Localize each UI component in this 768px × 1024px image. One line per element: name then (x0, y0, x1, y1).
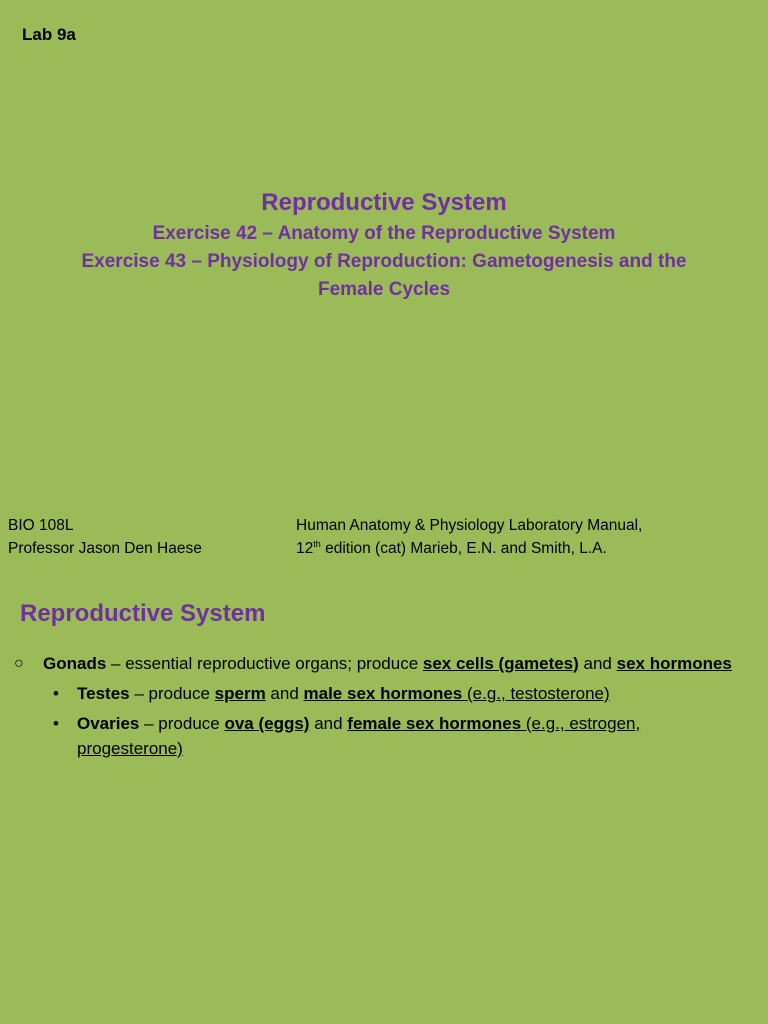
link-sex-cells[interactable]: sex cells (gametes) (422, 654, 579, 673)
edition-authors: edition (cat) Marieb, E.N. and Smith, L.A. (320, 540, 607, 557)
bullet-testes (14, 681, 734, 706)
professor-name: Professor Jason Den Haese (8, 540, 202, 557)
link-female-sex-hormones[interactable]: female sex hormones (347, 714, 522, 733)
testes-text-1: – produce (129, 684, 215, 703)
ovaries-text-2: and (309, 714, 348, 733)
edition-number: 12 (296, 540, 314, 557)
course-code: BIO 108L (8, 517, 74, 534)
gonads-text-2: and (578, 654, 617, 673)
testes-text-2: and (265, 684, 304, 703)
exercise-42-title: Exercise 42 – Anatomy of the Reproductive System (152, 223, 616, 244)
section-title: Reproductive System (20, 600, 266, 627)
exercise-43-title-line2: Female Cycles (317, 279, 451, 300)
ovaries-text-1: – produce (139, 714, 225, 733)
link-sex-hormones[interactable]: sex hormones (616, 654, 732, 673)
manual-title: Human Anatomy & Physiology Laboratory Manual, (296, 517, 643, 534)
link-testosterone[interactable]: (e.g., testosterone) (462, 684, 610, 703)
term-ovaries: Ovaries (77, 714, 140, 733)
term-gonads: Gonads (43, 654, 107, 673)
link-estrogen-progesterone[interactable]: (e.g., estrogen, progesterone) (77, 714, 641, 758)
bullet-gonads (14, 651, 734, 676)
gonads-text-1: – essential reproductive organs; produce (106, 654, 423, 673)
course-info (8, 514, 202, 560)
link-sperm[interactable]: sperm (214, 684, 266, 703)
term-testes: Testes (77, 684, 130, 703)
bullet-list (14, 651, 734, 761)
dot-bullet-icon: • (53, 684, 59, 703)
exercise-43-title-line1: Exercise 43 – Physiology of Reproduction: Gametogenesis and the (81, 251, 687, 272)
title-block (0, 186, 768, 304)
link-ova[interactable]: ova (eggs) (224, 714, 310, 733)
link-male-sex-hormones[interactable]: male sex hormones (303, 684, 463, 703)
edition-suffix: th (313, 538, 321, 549)
dot-bullet-icon: • (53, 714, 59, 733)
bullet-ovaries (14, 711, 734, 761)
circle-bullet-icon: ○ (14, 655, 24, 672)
lab-manual-citation (296, 514, 642, 560)
main-title: Reproductive System (261, 189, 507, 216)
manual-edition (296, 537, 642, 560)
lab-label: Lab 9a (22, 25, 76, 44)
